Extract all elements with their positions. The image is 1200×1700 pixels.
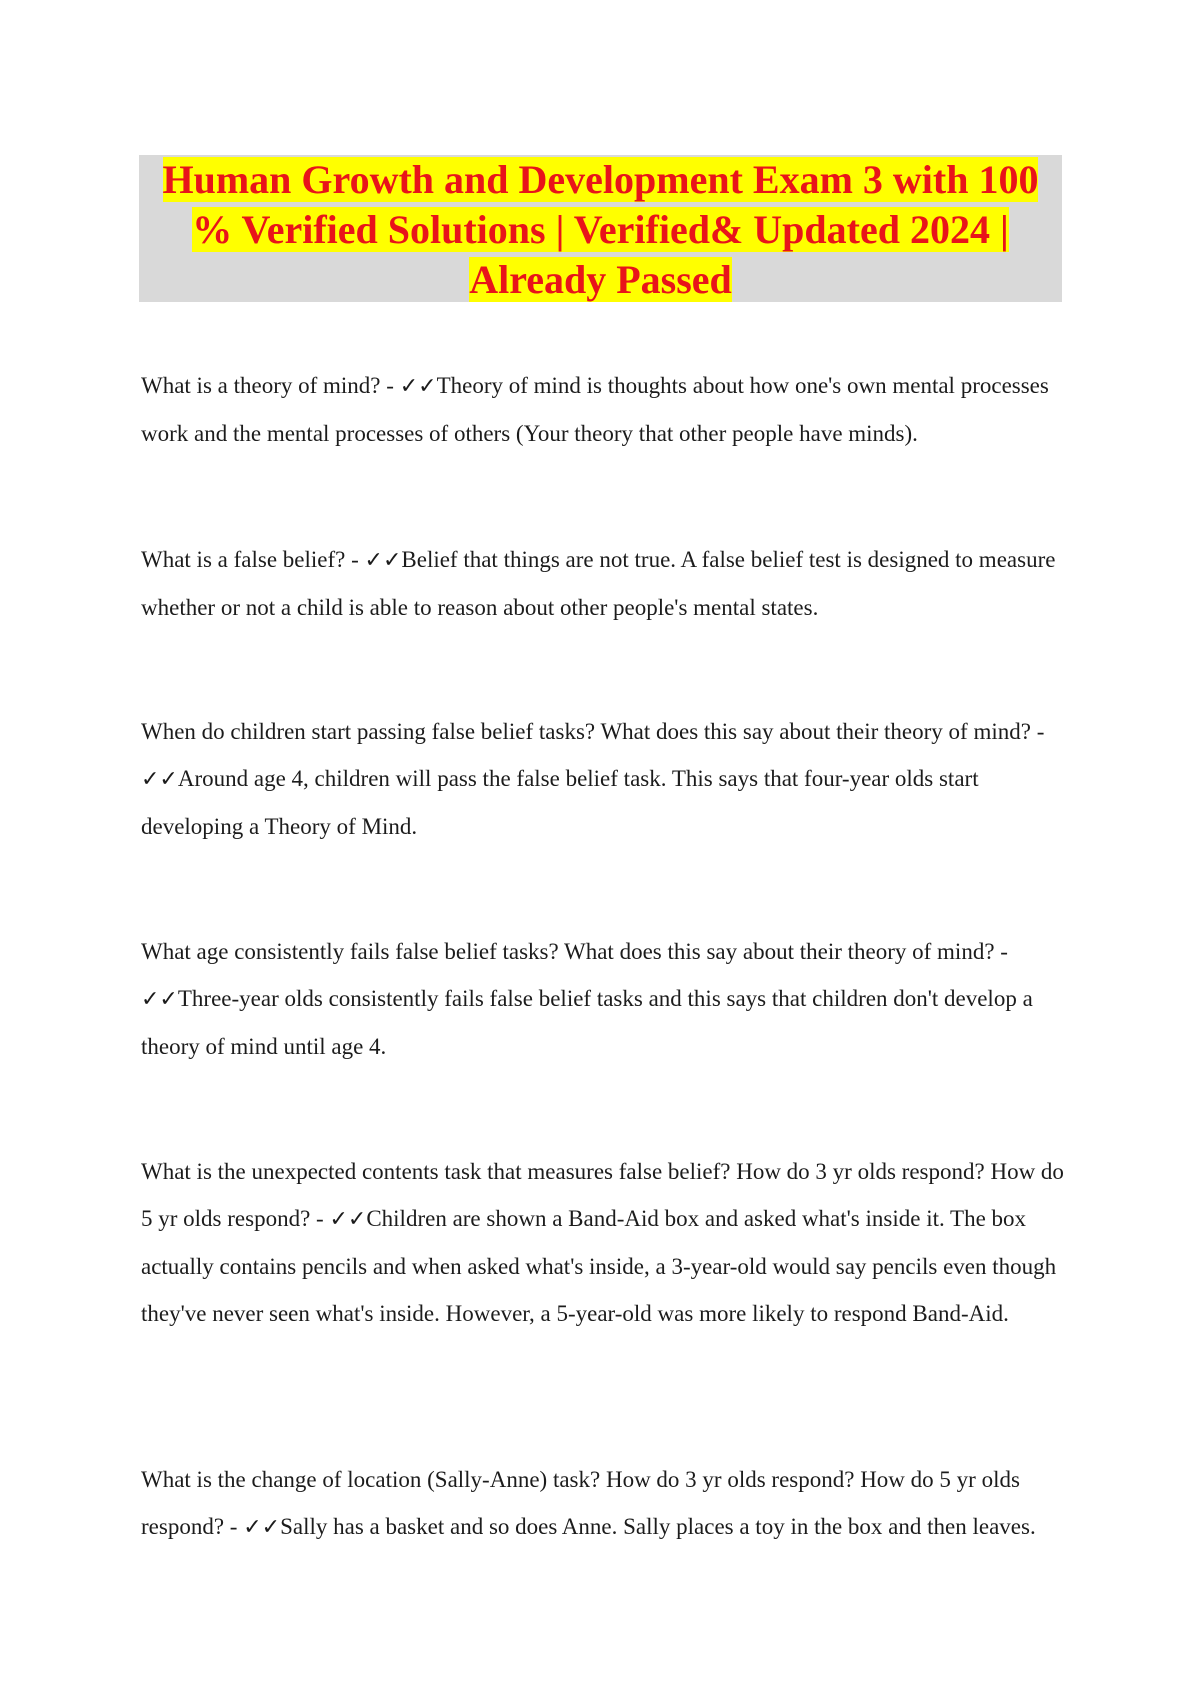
answer-text: Children are shown a Band-Aid box and asked what's inside it. The box actually contains pencils and when asked what's inside, a 3-year-old would say pencils even though they've never seen what's inside. However, a 5-year-old was more likely to respond Band-Aid.: [141, 1206, 1057, 1326]
separator: -: [380, 373, 400, 398]
check-mark-icon: ✓✓: [141, 987, 178, 1012]
separator: -: [310, 1206, 330, 1231]
check-mark-icon: ✓✓: [141, 767, 178, 792]
separator: -: [994, 939, 1008, 964]
question-text: What is the unexpected contents task that measures false belief? How do 3 yr olds respond? How do 5 yr olds respond?: [141, 1159, 1064, 1231]
check-mark-icon: ✓✓: [364, 548, 402, 573]
check-mark-icon: ✓✓: [329, 1207, 367, 1232]
question-text: What is a false belief?: [141, 547, 346, 572]
qa-item-2: [141, 536, 1071, 631]
question-text: When do children start passing false belief tasks? What does this say about their theory of mind?: [141, 719, 1031, 744]
question-text: What is a theory of mind?: [141, 373, 381, 398]
answer-text: Belief that things are not true. A false belief test is designed to measure whether or not a child is able to reason about other people's mental states.: [141, 547, 1056, 620]
check-mark-icon: ✓✓: [399, 374, 437, 399]
separator: -: [345, 547, 365, 572]
title-text: Human Growth and Development Exam 3 with 100 % Verified Solutions | Verified& Updated 2024 | Already Passed: [162, 157, 1039, 302]
qa-item-3: [141, 708, 1071, 850]
question-text: What is the change of location (Sally-Anne) task? How do 3 yr olds respond? How do 5 yr olds respond?: [141, 1467, 1020, 1539]
question-text: What age consistently fails false belief tasks? What does this say about their theory of mind?: [141, 939, 995, 964]
answer-text: Three-year olds consistently fails false belief tasks and this says that children don't develop a theory of mind until age 4.: [141, 986, 1033, 1059]
qa-item-6: [141, 1456, 1071, 1551]
qa-item-1: [141, 362, 1071, 457]
check-mark-icon: ✓✓: [243, 1515, 281, 1540]
answer-text: Theory of mind is thoughts about how one's own mental processes work and the mental processes of others (Your theory that other people have minds).: [141, 373, 1049, 446]
separator: -: [224, 1514, 244, 1539]
separator: -: [1030, 719, 1045, 744]
answer-text: Sally has a basket and so does Anne. Sally places a toy in the box and then leaves.: [280, 1514, 1036, 1539]
document-title: [139, 155, 1062, 305]
qa-item-4: [141, 928, 1071, 1070]
qa-item-5: [141, 1148, 1071, 1337]
answer-text: Around age 4, children will pass the false belief task. This says that four-year olds start developing a Theory of Mind.: [141, 766, 979, 839]
